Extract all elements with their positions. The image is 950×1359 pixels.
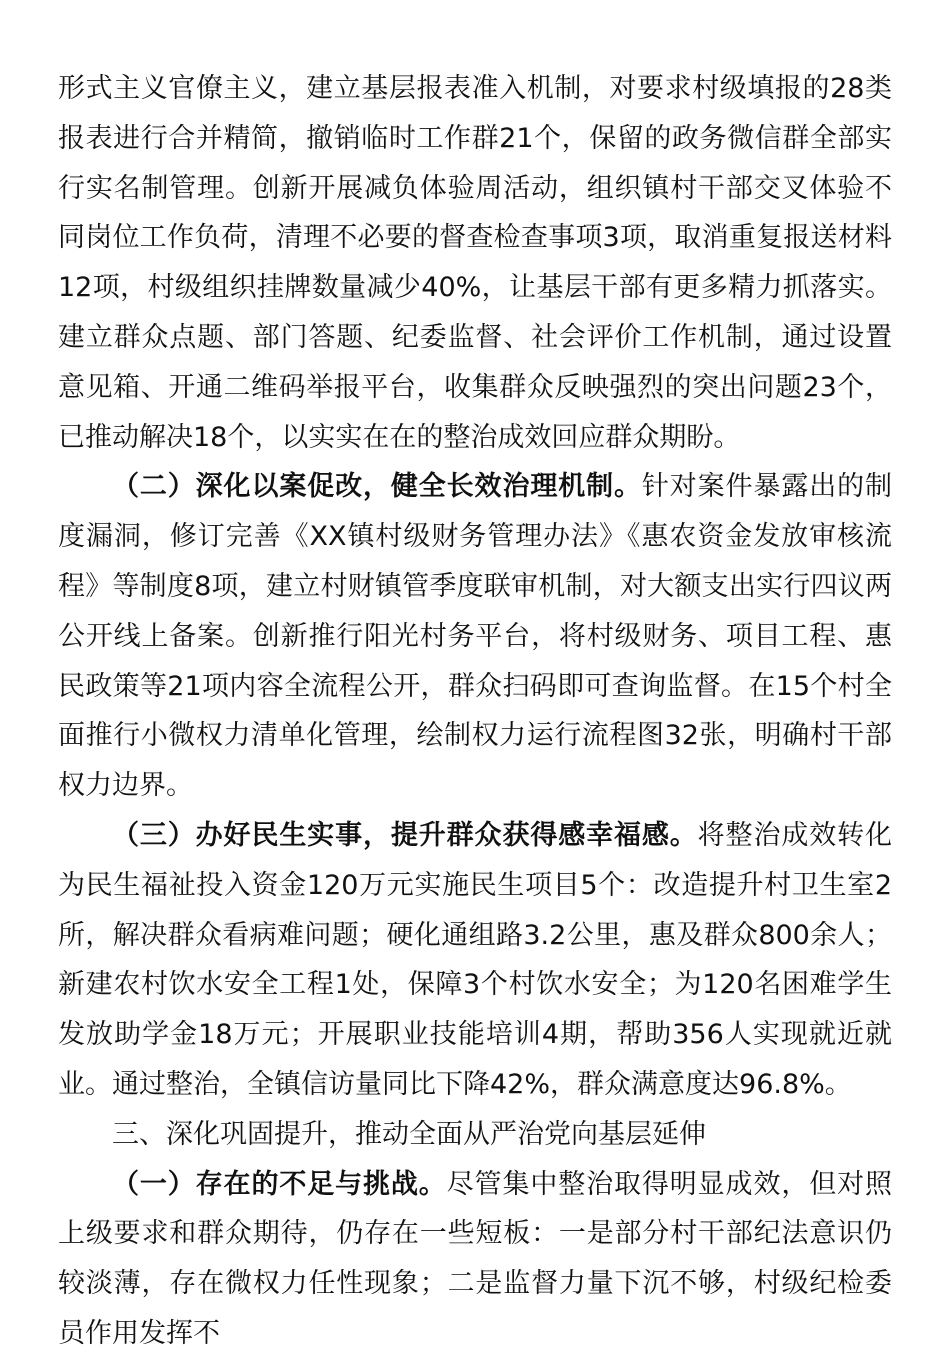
paragraph-lead-heading: （三）办好民生实事，提升群众获得感幸福感。 [112, 819, 698, 851]
section-heading-3 [58, 1110, 892, 1160]
paragraph-lead-heading: （二）深化以案促改，健全长效治理机制。 [112, 471, 642, 503]
paragraph-text: 针对案件暴露出的制度漏洞，修订完善《XX镇村级财务管理办法》《惠农资金发放审核流程》等制度8项，建立村财镇管季度联审机制，对大额支出实行四议两公开线上备案。创新推行阳光村务平台，将村级财务、项目工程、惠民政策等21项内容全流程公开，群众扫码即可查询监督。在15个村全面推行小微权力清单化管理，绘制权力运行流程图32张，明确村干部权力边界。 [58, 471, 893, 802]
document-page [58, 64, 892, 1359]
paragraph-text: 将整治成效转化为民生福祉投入资金120万元实施民生项目5个：改造提升村卫生室2所，解决群众看病难问题；硬化通组路3.2公里，惠及群众800余人；新建农村饮水安全工程1处，保障3个村饮水安全；为120名困难学生发放助学金18万元；开展职业技能培训4期，帮助356人实现就近就业。通过整治，全镇信访量同比下降42%，群众满意度达96.8%。 [58, 819, 893, 1100]
paragraph-lead-heading: （一）存在的不足与挑战。 [112, 1168, 447, 1200]
section-heading-text: 三、深化巩固提升，推动全面从严治党向基层延伸 [112, 1118, 706, 1150]
paragraph-text: 尽管集中整治取得明显成效，但对照上级要求和群众期待，仍存在一些短板：一是部分村干部纪法意识仍较淡薄，存在微权力任性现象；二是监督力量下沉不够，村级纪检委员作用发挥不 [58, 1168, 893, 1349]
paragraph-section-3-1 [58, 1160, 892, 1359]
paragraph-continuation [58, 64, 892, 462]
paragraph-section-2-3 [58, 811, 892, 1110]
paragraph-section-2-2 [58, 462, 892, 811]
paragraph-text: 形式主义官僚主义，建立基层报表准入机制，对要求村级填报的28类报表进行合并精简，撤销临时工作群21个，保留的政务微信群全部实行实名制管理。创新开展减负体验周活动，组织镇村干部交叉体验不同岗位工作负荷，清理不必要的督查检查事项3项，取消重复报送材料12项，村级组织挂牌数量减少40%，让基层干部有更多精力抓落实。建立群众点题、部门答题、纪委监督、社会评价工作机制，通过设置意见箱、开通二维码举报平台，收集群众反映强烈的突出问题23个，已推动解决18个，以实实在在的整治成效回应群众期盼。 [58, 73, 892, 453]
